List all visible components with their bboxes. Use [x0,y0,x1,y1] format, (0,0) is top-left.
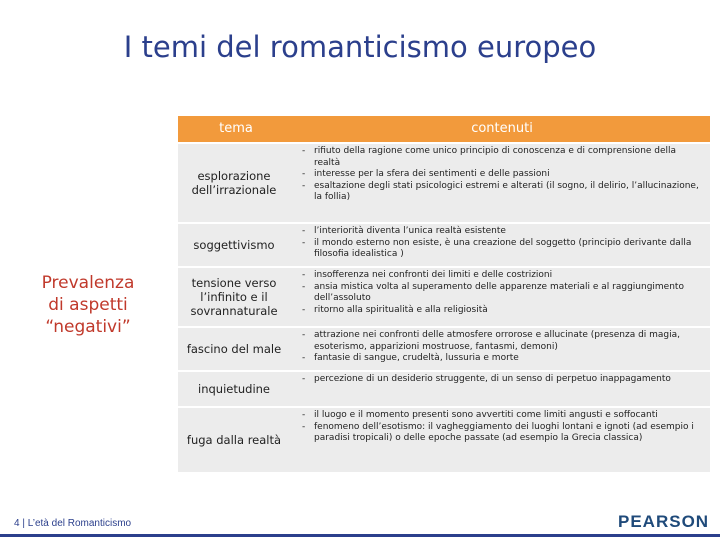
content-item: - interesse per la sfera dei sentimenti e delle passioni [300,169,702,181]
content-item: - l’interiorità diventa l’unica realtà esistente [300,226,702,238]
row-contenuti [290,372,710,406]
row-contenuti [290,268,710,326]
content-item: - insofferenza nei confronti dei limiti e delle costrizioni [300,270,702,282]
table-row [178,224,710,266]
content-item: - il mondo esterno non esiste, è una creazione del soggetto (principio derivante dalla filosofia idealistica ) [300,238,702,261]
side-label [22,272,154,338]
content-item: - il luogo e il momento presenti sono avvertiti come limiti angusti e soffocanti [300,410,702,422]
row-tema: fuga dalla realtà [186,433,282,447]
row-contenuti [290,408,710,472]
row-contenuti [290,144,710,222]
table-row [178,144,710,222]
table-row [178,372,710,406]
content-item: - ritorno alla spiritualità e alla religiosità [300,305,702,317]
table-row [178,268,710,326]
footer-divider [0,534,720,537]
content-item: - esaltazione degli stati psicologici estremi e alterati (il sogno, il delirio, l’allucinazione, la follia) [300,181,702,204]
row-contenuti [290,224,710,266]
footer-text: 4 | L’età del Romanticismo [14,518,132,529]
row-tema: fascino del male [186,342,282,356]
side-label-line: Prevalenza [41,273,135,293]
row-tema: soggettivismo [193,238,275,252]
table-row [178,328,710,370]
content-item: - rifiuto della ragione come unico principio di conoscenza e di comprensione della realtà [300,146,702,169]
themes-table [178,116,710,472]
content-item: - fantasie di sangue, crudeltà, lussuria e morte [300,353,702,365]
header-contenuti: contenuti [471,121,533,136]
row-tema: esplorazione dell’irrazionale [191,169,277,197]
row-contenuti [290,328,710,370]
row-tema: tensione verso l’infinito e il sovrannaturale [190,276,278,318]
content-item: - fenomeno dell’esotismo: il vagheggiamento dei luoghi lontani e ignoti (ad esempio i paradisi tropicali) o delle epoche passate (ad esempio la Grecia classica) [300,422,702,445]
content-item: - attrazione nei confronti delle atmosfere orrorose e allucinate (presenza di magia, esoterismo, apparizioni mostruose, fantasmi, demoni) [300,330,702,353]
side-label-line: di aspetti [48,295,128,315]
pearson-logo: PEARSON [618,512,710,531]
side-label-line: “negativi” [45,317,131,337]
page-title: I temi del romanticismo europeo [123,30,597,64]
header-tema: tema [219,121,253,136]
row-tema: inquietudine [198,382,270,396]
content-item: - ansia mistica volta al superamento delle apparenze materiali e al raggiungimento dell’assoluto [300,282,702,305]
content-item: - percezione di un desiderio struggente, di un senso di perpetuo inappagamento [300,374,702,386]
table-header [178,116,710,142]
table-row [178,408,710,472]
